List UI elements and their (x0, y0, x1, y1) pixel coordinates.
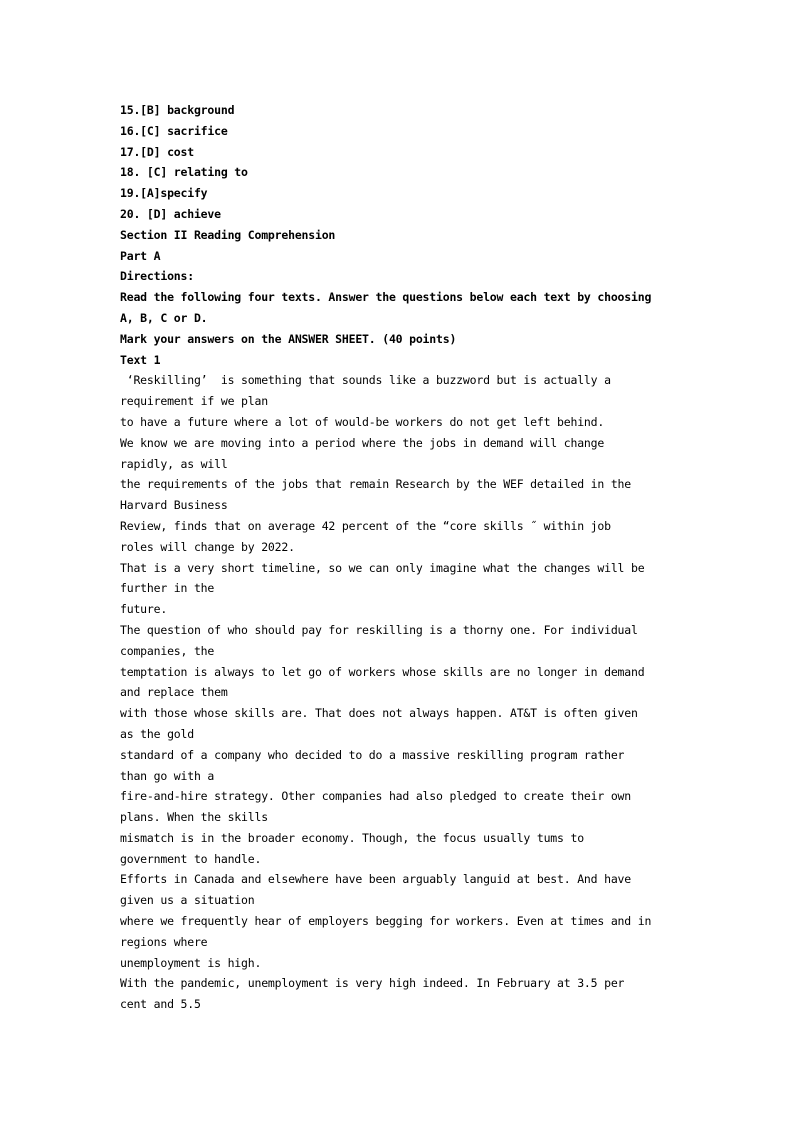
text-line: unemployment is high. (120, 955, 262, 970)
directions-line: Mark your answers on the ANSWER SHEET. (40 points) (120, 331, 457, 346)
text-line: standard of a company who decided to do a massive reskilling program rather (120, 747, 625, 762)
text-line: given us a situation (120, 893, 255, 908)
text-line: Harvard Business (120, 498, 228, 513)
text-line: cent and 5.5 (120, 997, 201, 1012)
text-line: Review, finds that on average 42 percent of the “core skills ˝ within job (120, 518, 611, 533)
text-line: Efforts in Canada and elsewhere have been arguably languid at best. And have (120, 872, 631, 887)
answer-line-19: 19.[A]specify (120, 186, 208, 201)
directions-line: A, B, C or D. (120, 310, 208, 325)
answer-line-17: 17.[D] cost (120, 144, 194, 159)
text-line: further in the (120, 581, 215, 596)
answer-line-20: 20. [D] achieve (120, 206, 221, 221)
text-line: With the pandemic, unemployment is very high indeed. In February at 3.5 per (120, 976, 625, 991)
text-line: We know we are moving into a period where the jobs in demand will change (120, 435, 605, 450)
directions-line: Read the following four texts. Answer the questions below each text by choosing (120, 290, 652, 305)
text-line: to have a future where a lot of would-be workers do not get left behind. (120, 414, 605, 429)
text-line: rapidly, as will (120, 456, 228, 471)
text-line: as the gold (120, 726, 194, 741)
text-line: government to handle. (120, 851, 262, 866)
text-line: temptation is always to let go of workers whose skills are no longer in demand (120, 664, 645, 679)
directions-label: Directions: (120, 269, 194, 284)
text-line: future. (120, 602, 168, 617)
text-line: mismatch is in the broader economy. Though, the focus usually tums to (120, 830, 584, 845)
document-page (120, 100, 680, 1015)
text-line: ‘Reskilling’ is something that sounds like a buzzword but is actually a (120, 373, 611, 388)
text-line: regions where (120, 934, 208, 949)
text-line: with those whose skills are. That does not always happen. AT&T is often given (120, 706, 638, 721)
part-heading: Part A (120, 248, 161, 263)
answer-line-16: 16.[C] sacrifice (120, 123, 228, 138)
answer-line-15: 15.[B] background (120, 103, 235, 117)
text-line: plans. When the skills (120, 810, 268, 825)
text-line: and replace them (120, 685, 228, 700)
text-line: than go with a (120, 768, 215, 783)
text-line: companies, the (120, 643, 215, 658)
text-line: That is a very short timeline, so we can only imagine what the changes will be (120, 560, 645, 575)
text-line: the requirements of the jobs that remain Research by the WEF detailed in the (120, 477, 631, 492)
text-line: The question of who should pay for reskilling is a thorny one. For individual (120, 622, 638, 637)
text-line: requirement if we plan (120, 394, 268, 409)
section-title: Section II Reading Comprehension (120, 227, 336, 242)
text-line: roles will change by 2022. (120, 539, 295, 554)
answer-line-18: 18. [C] relating to (120, 165, 248, 180)
text-heading: Text 1 (120, 352, 161, 367)
text-line: fire-and-hire strategy. Other companies had also pledged to create their own (120, 789, 631, 804)
text-line: where we frequently hear of employers begging for workers. Even at times and in (120, 914, 652, 929)
